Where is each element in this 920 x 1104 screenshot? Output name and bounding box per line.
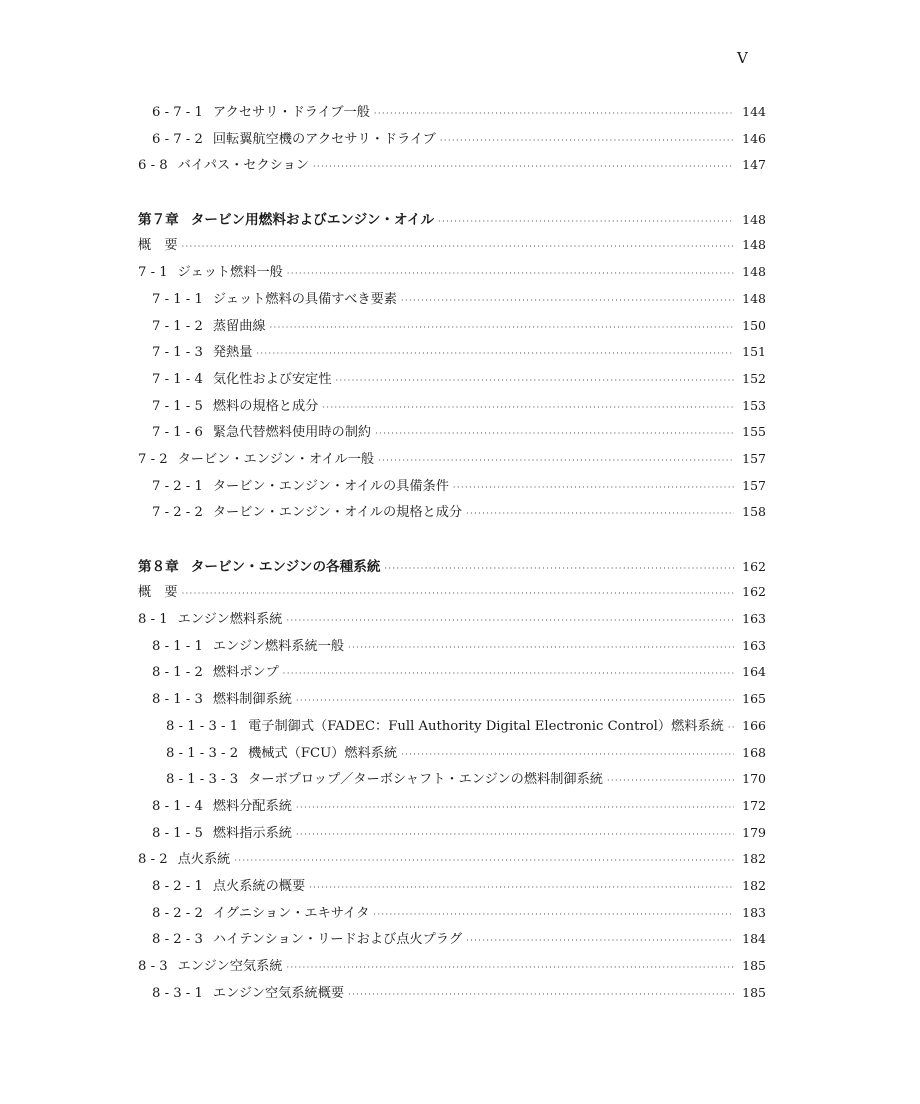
dot-leader bbox=[283, 669, 734, 678]
dot-leader bbox=[182, 589, 734, 598]
toc-entry-title: タービン・エンジン・オイル一般 bbox=[177, 451, 375, 467]
toc-entry-number: 8 - 1 - 3 bbox=[152, 692, 203, 708]
toc-entry-title: タービン・エンジン・オイルの具備条件 bbox=[212, 478, 449, 494]
dot-leader bbox=[322, 403, 734, 412]
toc-entry-number: 6 - 8 bbox=[138, 158, 168, 174]
toc-entry-row[interactable] bbox=[138, 234, 766, 261]
toc-entry-row[interactable] bbox=[138, 315, 766, 342]
toc-entry-row[interactable] bbox=[138, 421, 766, 448]
toc-entry-number: 7 - 1 - 6 bbox=[152, 425, 203, 441]
toc-entry-title: ジェット燃料の具備すべき要素 bbox=[212, 291, 397, 307]
dot-leader bbox=[384, 564, 734, 573]
toc-entry-title: 燃料ポンプ bbox=[212, 665, 279, 681]
toc-entry-title: 点火系統の概要 bbox=[212, 878, 306, 894]
toc-entry-page: 148 bbox=[742, 237, 766, 253]
toc-entry-row[interactable] bbox=[138, 982, 766, 1009]
toc-entry-number: 8 - 2 bbox=[138, 852, 168, 868]
toc-entry-page: 185 bbox=[742, 958, 766, 973]
dot-leader bbox=[313, 162, 734, 171]
dot-leader bbox=[373, 910, 734, 919]
toc-entry-row[interactable] bbox=[138, 368, 766, 395]
toc-entry-title: タービン用燃料およびエンジン・オイル bbox=[190, 211, 435, 228]
toc-entry-page: 170 bbox=[742, 771, 766, 787]
dot-leader bbox=[466, 936, 734, 945]
toc-entry-number: 7 - 1 - 2 bbox=[152, 318, 203, 334]
toc-entry-page: 157 bbox=[742, 477, 766, 493]
toc-entry-number: 8 - 1 - 3 - 3 bbox=[166, 772, 239, 788]
toc-entry-row[interactable] bbox=[138, 101, 766, 128]
toc-entry-title: エンジン燃料系統一般 bbox=[212, 638, 345, 654]
toc-entry-title: バイパス・セクション bbox=[177, 158, 309, 174]
dot-leader bbox=[234, 856, 734, 865]
toc-entry-row[interactable] bbox=[138, 475, 766, 502]
toc-entry-row[interactable] bbox=[138, 501, 766, 528]
dot-leader bbox=[256, 349, 734, 358]
toc-entry-title: 概 要 bbox=[138, 238, 178, 254]
toc-entry-row[interactable] bbox=[138, 848, 766, 875]
toc-entry-number: 8 - 1 - 2 bbox=[152, 665, 203, 681]
toc-entry-title: 概 要 bbox=[138, 585, 178, 601]
toc-entry-row[interactable] bbox=[138, 688, 766, 715]
toc-entry-page: 168 bbox=[742, 744, 766, 760]
toc-entry-title: 蒸留曲線 bbox=[212, 318, 266, 334]
dot-leader bbox=[375, 429, 734, 438]
toc-entry-number: 7 - 1 - 4 bbox=[152, 371, 203, 387]
toc-entry-page: 162 bbox=[742, 558, 766, 574]
toc-entry-number: 7 - 2 bbox=[138, 451, 168, 467]
toc-entry-number: 7 - 1 bbox=[138, 265, 168, 281]
toc-entry-number: 8 - 1 - 3 - 2 bbox=[166, 745, 239, 761]
toc-entry-title: 回転翼航空機のアクセサリ・ドライブ bbox=[212, 131, 436, 147]
toc-chapter-row[interactable] bbox=[138, 208, 766, 235]
dot-leader bbox=[440, 136, 734, 145]
dot-leader bbox=[286, 963, 734, 972]
toc-entry-title: 点火系統 bbox=[177, 852, 231, 868]
section-gap bbox=[138, 528, 766, 555]
toc-entry-page: 163 bbox=[742, 611, 766, 627]
toc-entry-number: 8 - 1 bbox=[138, 612, 168, 628]
dot-leader bbox=[286, 616, 734, 625]
dot-leader bbox=[453, 483, 734, 492]
toc-entry-row[interactable] bbox=[138, 581, 766, 608]
toc-entry-title: タービン・エンジンの各種系統 bbox=[190, 558, 381, 575]
toc-entry-number: 8 - 3 - 1 bbox=[152, 985, 203, 1001]
toc-entry-title: タービン・エンジン・オイルの規格と成分 bbox=[212, 505, 463, 521]
toc-entry-title: イグニション・エキサイタ bbox=[212, 905, 370, 921]
toc-entry-page: 148 bbox=[742, 264, 766, 280]
dot-leader bbox=[438, 217, 734, 226]
toc-entry-page: 148 bbox=[742, 290, 766, 306]
toc-entry-title: エンジン燃料系統 bbox=[177, 612, 283, 628]
toc-entry-row[interactable] bbox=[138, 742, 766, 769]
toc-entry-title: アクセサリ・ドライブ一般 bbox=[212, 105, 370, 120]
toc-entry-page: 151 bbox=[742, 344, 766, 360]
toc-entry-row[interactable] bbox=[138, 154, 766, 181]
toc-entry-number: 8 - 1 - 4 bbox=[152, 798, 203, 814]
toc-entry-number: 第７章 bbox=[138, 211, 179, 228]
toc-entry-page: 164 bbox=[742, 664, 766, 680]
toc-entry-page: 153 bbox=[742, 397, 766, 413]
toc-entry-title: ターボプロップ／ターボシャフト・エンジンの燃料制御系統 bbox=[248, 772, 603, 788]
toc-entry-number: 6 - 7 - 2 bbox=[152, 131, 203, 147]
section-gap bbox=[138, 181, 766, 208]
toc-entry-title: 気化性および安定性 bbox=[212, 371, 332, 387]
toc-entry-page: 182 bbox=[742, 851, 766, 867]
toc-entry-row[interactable] bbox=[138, 448, 766, 475]
toc-entry-page: 148 bbox=[742, 211, 766, 227]
toc-entry-title: 電子制御式（FADEC：Full Authority Digital Electronic Control）燃料系統 bbox=[248, 718, 724, 734]
page-number: V bbox=[737, 49, 748, 67]
toc-entry-page: 146 bbox=[742, 130, 766, 146]
toc-entry-row[interactable] bbox=[138, 955, 766, 982]
toc-entry-row[interactable] bbox=[138, 261, 766, 288]
dot-leader bbox=[309, 883, 734, 892]
toc-entry-number: 7 - 1 - 5 bbox=[152, 398, 203, 414]
toc-entry-row[interactable] bbox=[138, 128, 766, 155]
toc-entry-page: 179 bbox=[742, 824, 766, 840]
toc-entry-row[interactable] bbox=[138, 341, 766, 368]
dot-leader bbox=[296, 696, 734, 705]
toc-entry-number: 7 - 1 - 3 bbox=[152, 345, 203, 361]
dot-leader bbox=[296, 830, 734, 839]
toc-entry-row[interactable] bbox=[138, 875, 766, 902]
toc-entry-row[interactable] bbox=[138, 795, 766, 822]
toc-entry-page: 185 bbox=[742, 984, 766, 1000]
toc-entry-page: 182 bbox=[742, 877, 766, 893]
toc-entry-title: 燃料指示系統 bbox=[212, 825, 292, 841]
toc-entry-title: 緊急代替燃料使用時の制約 bbox=[212, 425, 372, 441]
toc-entry-page: 147 bbox=[742, 157, 766, 173]
toc-entry-title: ハイテンション・リードおよび点火プラグ bbox=[212, 932, 463, 948]
dot-leader bbox=[287, 269, 734, 278]
toc-entry-number: 8 - 1 - 1 bbox=[152, 638, 203, 654]
dot-leader bbox=[374, 109, 734, 118]
toc-entry-row[interactable] bbox=[138, 395, 766, 422]
toc-entry-number: 8 - 3 bbox=[138, 959, 168, 974]
table-of-contents bbox=[138, 101, 766, 1008]
dot-leader bbox=[466, 509, 734, 518]
toc-entry-title: 燃料分配系統 bbox=[212, 798, 292, 814]
toc-entry-row[interactable] bbox=[138, 288, 766, 315]
toc-entry-number: 7 - 2 - 1 bbox=[152, 478, 203, 494]
dot-leader bbox=[607, 776, 734, 785]
toc-entry-number: 8 - 1 - 3 - 1 bbox=[166, 718, 239, 734]
toc-entry-number: 8 - 2 - 1 bbox=[152, 878, 203, 894]
toc-entry-row[interactable] bbox=[138, 661, 766, 688]
toc-entry-page: 184 bbox=[742, 931, 766, 947]
toc-chapter-row[interactable] bbox=[138, 555, 766, 582]
toc-entry-title: 燃料の規格と成分 bbox=[212, 398, 319, 414]
toc-entry-row[interactable] bbox=[138, 768, 766, 795]
toc-entry-page: 166 bbox=[742, 717, 766, 733]
toc-entry-page: 157 bbox=[742, 450, 766, 466]
toc-entry-page: 152 bbox=[742, 370, 766, 386]
toc-entry-page: 155 bbox=[742, 424, 766, 440]
toc-entry-number: 8 - 1 - 5 bbox=[152, 825, 203, 841]
toc-entry-page: 165 bbox=[742, 691, 766, 707]
toc-entry-row[interactable] bbox=[138, 715, 766, 742]
toc-entry-number: 8 - 2 - 3 bbox=[152, 932, 203, 948]
toc-entry-row[interactable] bbox=[138, 608, 766, 635]
toc-entry-row[interactable] bbox=[138, 928, 766, 955]
toc-entry-page: 183 bbox=[742, 904, 766, 920]
toc-entry-page: 162 bbox=[742, 584, 766, 600]
dot-leader bbox=[270, 323, 734, 332]
toc-entry-page: 150 bbox=[742, 317, 766, 333]
toc-entry-title: エンジン空気系統概要 bbox=[212, 985, 345, 1001]
dot-leader bbox=[348, 643, 734, 652]
dot-leader bbox=[348, 990, 734, 999]
toc-entry-number: 7 - 1 - 1 bbox=[152, 291, 203, 307]
toc-entry-page: 163 bbox=[742, 637, 766, 653]
dot-leader bbox=[401, 296, 734, 305]
toc-entry-number: 7 - 2 - 2 bbox=[152, 505, 203, 521]
toc-entry-number: 8 - 2 - 2 bbox=[152, 905, 203, 921]
toc-entry-page: 172 bbox=[742, 797, 766, 813]
toc-entry-row[interactable] bbox=[138, 902, 766, 929]
dot-leader bbox=[728, 723, 734, 732]
dot-leader bbox=[296, 803, 734, 812]
dot-leader bbox=[336, 376, 734, 385]
toc-entry-number: 6 - 7 - 1 bbox=[152, 105, 203, 120]
toc-entry-title: 燃料制御系統 bbox=[212, 692, 292, 708]
toc-entry-title: 発熱量 bbox=[212, 345, 253, 361]
toc-entry-page: 158 bbox=[742, 504, 766, 520]
toc-entry-title: ジェット燃料一般 bbox=[177, 265, 283, 281]
toc-entry-row[interactable] bbox=[138, 822, 766, 849]
toc-entry-title: エンジン空気系統 bbox=[177, 959, 283, 974]
toc-entry-number: 第８章 bbox=[138, 558, 179, 575]
dot-leader bbox=[182, 242, 734, 251]
toc-entry-row[interactable] bbox=[138, 635, 766, 662]
dot-leader bbox=[378, 456, 734, 465]
toc-entry-title: 機械式（FCU）燃料系統 bbox=[248, 745, 398, 761]
toc-entry-page: 144 bbox=[742, 104, 766, 119]
dot-leader bbox=[401, 750, 734, 759]
